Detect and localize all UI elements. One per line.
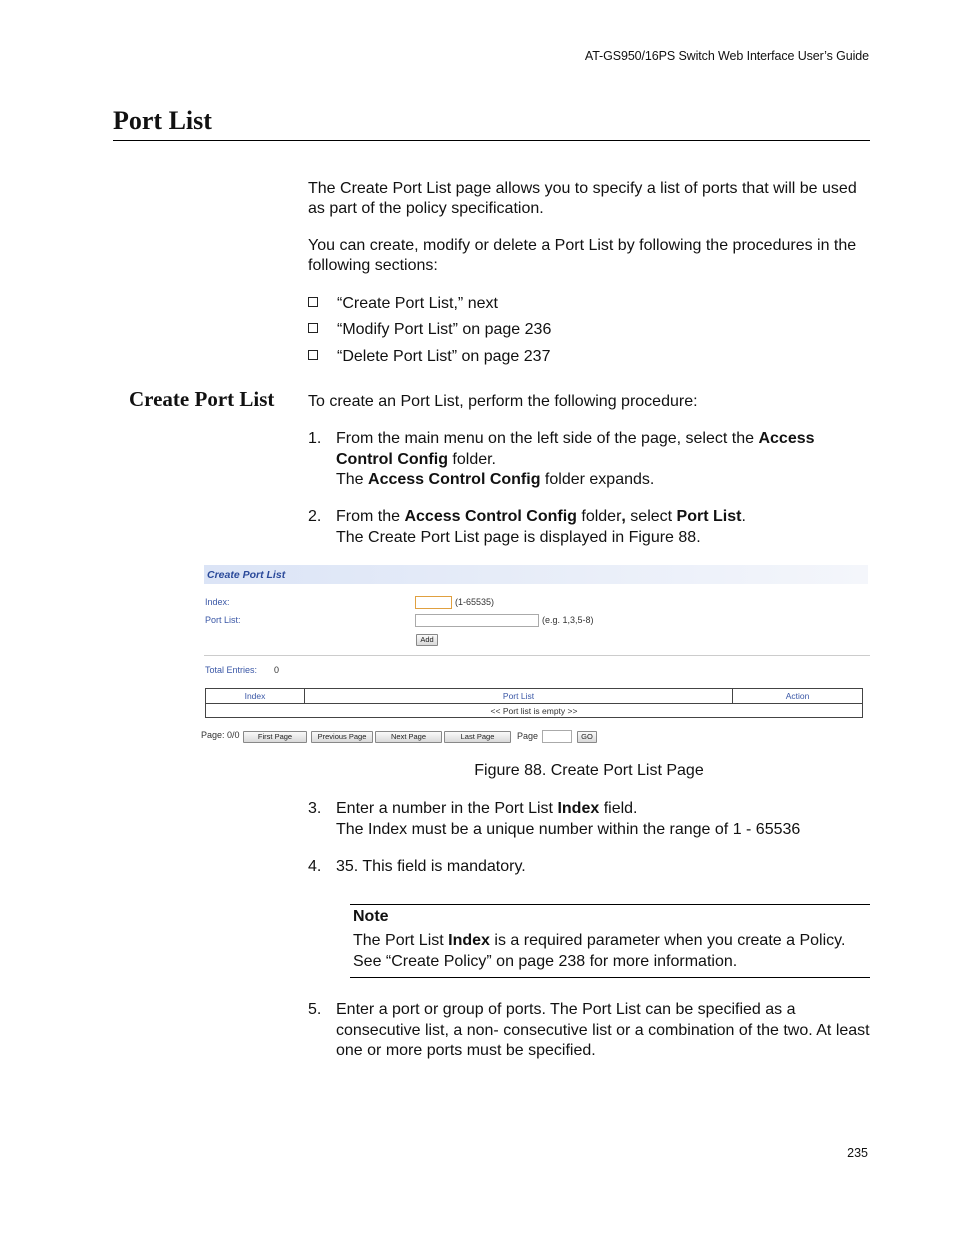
- checkbox-bullet-icon: [308, 323, 318, 333]
- panel-header: [204, 565, 868, 584]
- index-label: Index:: [205, 597, 230, 607]
- last-page-button[interactable]: Last Page: [444, 731, 511, 743]
- note-body: The Port List Index is a required parameter when you create a Policy. See “Create Policy” on page 238 for more information.: [353, 932, 846, 970]
- page-number: 235: [847, 1146, 868, 1160]
- port-list-hint: (e.g. 1,3,5-8): [542, 615, 594, 625]
- empty-table-message: << Port list is empty >>: [206, 704, 863, 718]
- procedure-intro: To create an Port List, perform the following procedure:: [308, 393, 698, 410]
- title-rule: [113, 140, 870, 141]
- panel-title: Create Port List: [207, 569, 286, 581]
- page-info: Page: 0/0: [201, 730, 240, 740]
- step-3: 3. Enter a number in the Port List Index field. The Index must be a unique number within the range of 1 - 65536: [308, 800, 801, 838]
- step-4: 4. 35. This field is mandatory.: [308, 858, 526, 875]
- step-5: 5. Enter a port or group of ports. The Port List can be specified as a consecutive list, a non- consecutive list or a combination of the two. At least one or more ports must be specified.: [308, 1001, 870, 1059]
- checkbox-bullet-icon: [308, 297, 318, 307]
- create-port-list-figure: [201, 560, 871, 750]
- step-1: 1. From the main menu on the left side of the page, select the Access Control Config folder. The Access Control Config folder expands.: [308, 430, 815, 488]
- section-title: Port List: [113, 106, 212, 135]
- bullet-create-link[interactable]: “Create Port List,” next: [308, 294, 498, 314]
- total-entries-value: 0: [274, 665, 280, 675]
- column-header-index: Index: [206, 689, 305, 704]
- step-2: 2. From the Access Control Config folder, select Port List. The Create Port List page is displayed in Figure 88.: [308, 508, 746, 546]
- note-box: [350, 904, 870, 978]
- note-title: Note: [353, 908, 389, 925]
- go-button[interactable]: GO: [577, 731, 597, 743]
- page-label: Page: [517, 731, 539, 741]
- bullet-modify-link[interactable]: “Modify Port List” on page 236: [308, 320, 551, 340]
- checkbox-bullet-icon: [308, 350, 318, 360]
- next-page-button[interactable]: Next Page: [375, 731, 442, 743]
- column-header-port-list: Port List: [305, 689, 733, 704]
- divider: [204, 655, 870, 656]
- intro-paragraph-1: The Create Port List page allows you to specify a list of ports that will be used as part of the policy specification.: [308, 180, 857, 217]
- port-list-label: Port List:: [205, 615, 241, 625]
- subsection-title: Create Port List: [129, 387, 275, 411]
- first-page-button[interactable]: First Page: [243, 731, 307, 743]
- index-hint: (1-65535): [455, 597, 495, 607]
- figure-caption: Figure 88. Create Port List Page: [474, 762, 704, 779]
- add-button[interactable]: Add: [416, 634, 438, 646]
- running-header: AT-GS950/16PS Switch Web Interface User’s Guide: [584, 49, 869, 63]
- column-header-action: Action: [733, 689, 863, 704]
- page-number-input[interactable]: [542, 730, 572, 743]
- index-input[interactable]: [415, 596, 452, 609]
- total-entries-label: Total Entries:: [205, 665, 258, 675]
- bullet-delete-link[interactable]: “Delete Port List” on page 237: [308, 347, 550, 367]
- port-list-input[interactable]: [415, 614, 539, 627]
- intro-paragraph-2: You can create, modify or delete a Port List by following the procedures in the following sections:: [308, 237, 857, 274]
- port-list-table: [205, 688, 863, 718]
- previous-page-button[interactable]: Previous Page: [311, 731, 373, 743]
